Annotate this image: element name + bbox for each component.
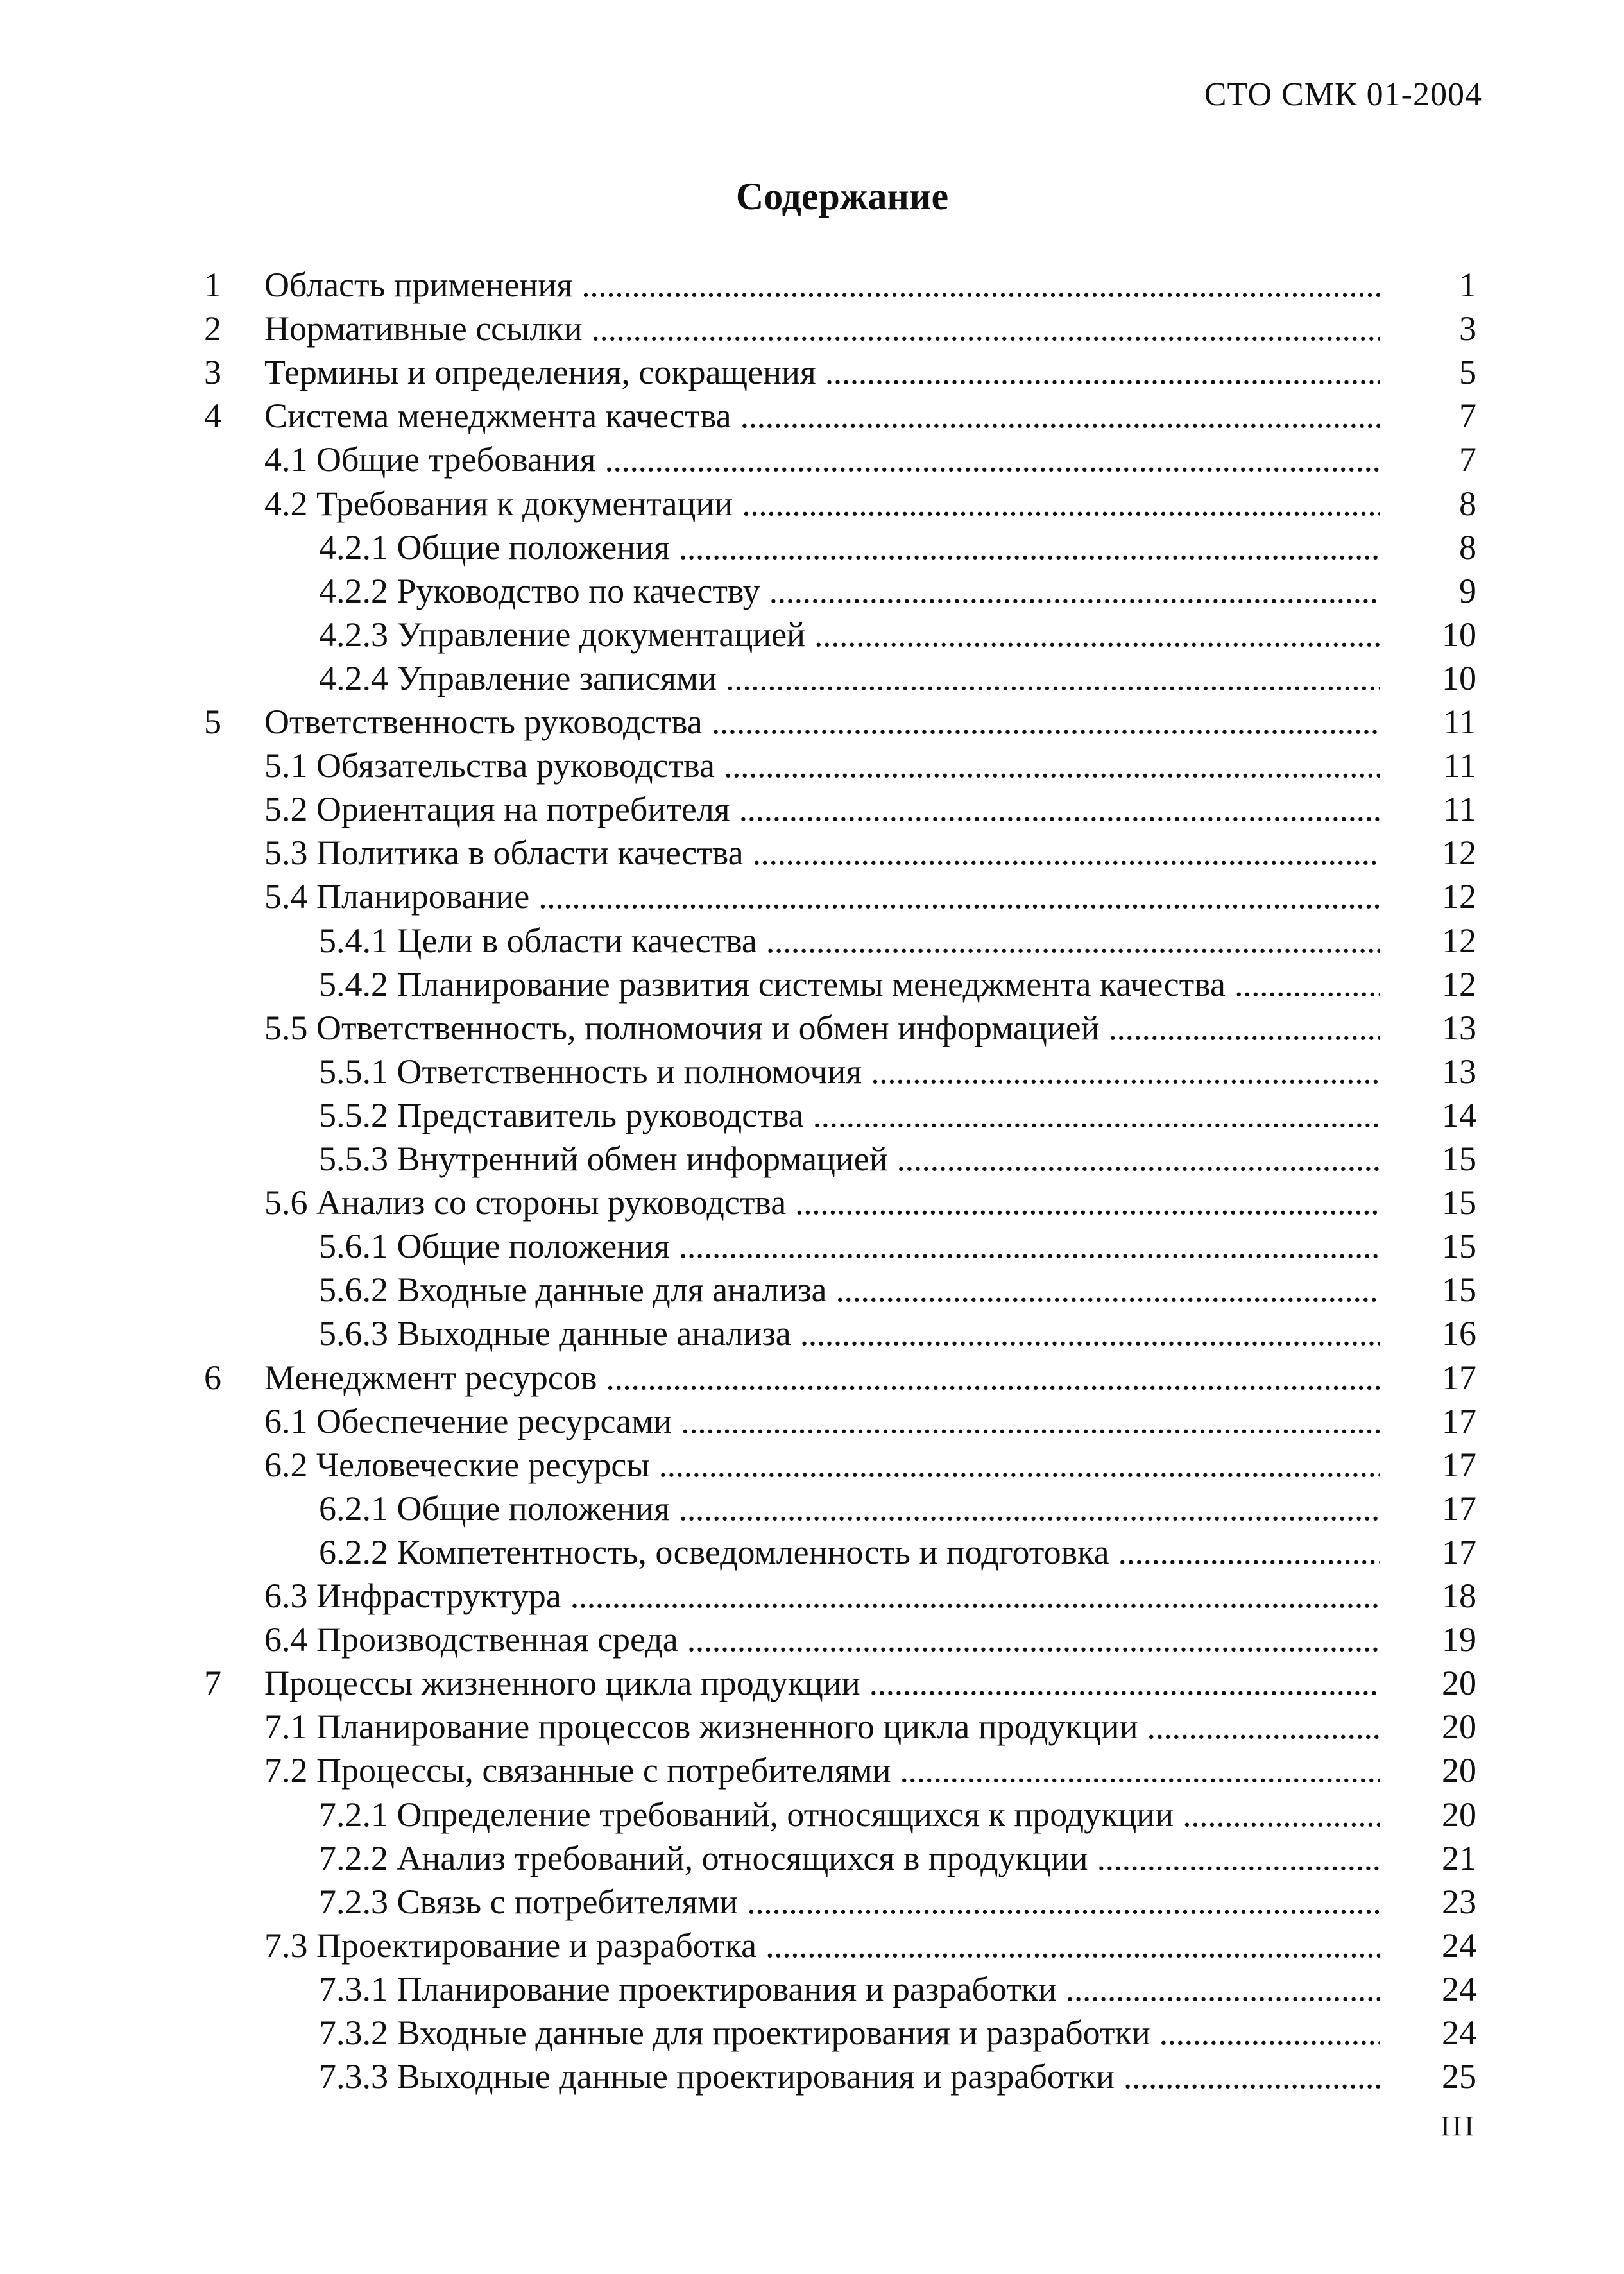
toc-row	[0, 1181, 1624, 1224]
toc-page-number: 20	[1442, 1707, 1476, 1747]
toc-page-number: 15	[1442, 1140, 1476, 1178]
toc-row	[0, 1880, 1624, 1924]
toc-leader-dots	[871, 1050, 1380, 1093]
toc-entry-title: Процессы жизненного цикла продукции	[264, 1664, 860, 1703]
toc-page-number: 13	[1442, 1052, 1476, 1091]
toc-entry	[264, 1443, 1380, 1487]
toc-entry-title: 5.4.2 Планирование развития системы менеджмента качества	[319, 964, 1226, 1004]
toc-entry	[319, 1224, 1380, 1268]
toc-entry-title: 5.6.2 Входные данные для анализа	[319, 1270, 827, 1310]
toc-leader-dots	[825, 350, 1380, 394]
toc-entry	[264, 307, 1380, 350]
toc-leader-dots	[1097, 1836, 1380, 1880]
toc-entry-title: 4.2.4 Управление записями	[319, 658, 717, 697]
toc-entry	[264, 1618, 1380, 1661]
toc-row	[0, 1967, 1624, 2011]
toc-title: Содержание	[735, 175, 949, 218]
toc-entry-title: 5.5.1 Ответственность и полномочия	[319, 1052, 862, 1091]
toc-entry-title: 5.5 Ответственность, полномочия и обмен информацией	[264, 1008, 1100, 1047]
toc-entry-title: 7.2.3 Связь с потребителями	[319, 1882, 739, 1921]
toc-entry-title: 7.3.3 Выходные данные проектирования и разработки	[319, 2057, 1115, 2096]
toc-row	[0, 919, 1624, 962]
toc-row	[0, 1399, 1624, 1443]
toc-entry	[264, 263, 1380, 307]
toc-page-number: 17	[1442, 1532, 1476, 1571]
toc-entry	[319, 919, 1380, 962]
toc-page-number: 15	[1442, 1183, 1476, 1222]
toc-entry-title: 5.4.1 Цели в области качества	[319, 921, 757, 960]
toc-leader-dots	[606, 1356, 1380, 1399]
toc-leader-dots	[538, 875, 1380, 918]
toc-page-number: 15	[1442, 1227, 1476, 1266]
toc-entry-title: 4.2.1 Общие положения	[319, 527, 670, 567]
toc-entry-title: 5.2 Ориентация на потребителя	[264, 790, 730, 829]
toc-entry	[264, 1705, 1380, 1748]
toc-entry-title: Менеджмент ресурсов	[264, 1358, 597, 1397]
toc-entry	[264, 831, 1380, 875]
toc-page-number: 15	[1442, 1270, 1476, 1310]
toc-leader-dots	[753, 831, 1380, 875]
toc-page-number: 20	[1442, 1795, 1476, 1834]
toc-leader-dots	[739, 787, 1380, 831]
toc-row	[0, 1530, 1624, 1574]
toc-leader-dots	[679, 526, 1380, 569]
toc-leader-dots	[1147, 1705, 1380, 1748]
toc-page-number: 17	[1442, 1358, 1476, 1397]
toc-leader-dots	[765, 1924, 1380, 1967]
toc-row	[0, 744, 1624, 787]
toc-entry	[319, 526, 1380, 569]
toc-leader-dots	[592, 307, 1380, 350]
toc-row	[0, 2055, 1624, 2098]
toc-entry-title: 7.2.1 Определение требований, относящихся к продукции	[319, 1795, 1174, 1834]
toc-entry	[264, 875, 1380, 918]
toc-entry-title: 5.3 Политика в области качества	[264, 834, 744, 873]
toc-row	[0, 569, 1624, 613]
toc-entry-title: Ответственность руководства	[264, 703, 703, 741]
toc-row	[0, 1006, 1624, 1050]
toc-entry	[319, 1312, 1380, 1355]
toc-page-number: 3	[1459, 309, 1476, 348]
toc-page-number: 19	[1442, 1620, 1476, 1659]
toc-leader-dots	[570, 1574, 1380, 1618]
toc-page-number: 9	[1459, 571, 1476, 610]
toc-section-number: 3	[204, 353, 221, 392]
toc-leader-dots	[814, 613, 1380, 656]
toc-leader-dots	[869, 1661, 1380, 1705]
toc-entry-title: 5.5.2 Представитель руководства	[319, 1095, 804, 1134]
toc-row	[0, 1748, 1624, 1792]
toc-entry-title: 7.3.2 Входные данные для проектирования и разработки	[319, 2013, 1150, 2052]
toc-row	[0, 1661, 1624, 1705]
toc-entry	[319, 569, 1380, 613]
toc-entry-title: 5.6.3 Выходные данные анализа	[319, 1314, 791, 1353]
toc-row	[0, 1224, 1624, 1268]
toc-entry	[319, 1050, 1380, 1093]
toc-row	[0, 1137, 1624, 1181]
toc-row	[0, 787, 1624, 831]
toc-entry	[264, 1661, 1380, 1705]
toc-page-number: 10	[1442, 658, 1476, 697]
toc-leader-dots	[766, 919, 1380, 962]
toc-row	[0, 1487, 1624, 1530]
toc-entry	[264, 482, 1380, 526]
toc-leader-dots	[1183, 1793, 1380, 1836]
toc-leader-dots	[1159, 2011, 1380, 2055]
toc-entry	[264, 1399, 1380, 1443]
toc-entry-title: 7.1 Планирование процессов жизненного цикла продукции	[264, 1707, 1138, 1747]
toc-page-number: 17	[1442, 1445, 1476, 1484]
toc-page-number: 11	[1443, 703, 1476, 741]
toc-page-number: 5	[1459, 353, 1476, 392]
toc-row	[0, 1050, 1624, 1093]
toc-entry-title: 7.2.2 Анализ требований, относящихся в продукции	[319, 1838, 1088, 1877]
toc-leader-dots	[659, 1443, 1380, 1487]
toc-page-number: 10	[1442, 615, 1476, 654]
toc-entry-title: 5.4 Планирование	[264, 877, 530, 916]
toc-entry-title: 6.1 Обеспечение ресурсами	[264, 1401, 672, 1440]
toc-page-number: 24	[1442, 2013, 1476, 2052]
toc-page-number: 7	[1459, 440, 1476, 479]
toc-entry	[264, 1748, 1380, 1792]
toc-leader-dots	[740, 394, 1380, 438]
toc-leader-dots	[724, 744, 1380, 787]
toc-entry	[319, 2011, 1380, 2055]
toc-row	[0, 263, 1624, 307]
toc-row	[0, 1574, 1624, 1618]
toc-entry-title: 5.5.3 Внутренний обмен информацией	[319, 1140, 888, 1178]
toc-row	[0, 1705, 1624, 1748]
toc-row	[0, 831, 1624, 875]
toc-row	[0, 1356, 1624, 1399]
document-code: СТО СМК 01-2004	[1204, 76, 1482, 113]
toc-leader-dots	[800, 1312, 1380, 1355]
toc-entry-title: 4.2 Требования к документации	[264, 484, 733, 523]
toc-entry	[319, 1268, 1380, 1312]
toc-row	[0, 875, 1624, 918]
toc-entry	[264, 1006, 1380, 1050]
toc-entry	[264, 1574, 1380, 1618]
toc-page-number: 17	[1442, 1489, 1476, 1528]
toc-entry	[319, 1093, 1380, 1137]
toc-row	[0, 350, 1624, 394]
toc-entry	[264, 394, 1380, 438]
toc-page-number: 11	[1443, 746, 1476, 785]
toc-row	[0, 1793, 1624, 1836]
toc-row	[0, 1312, 1624, 1355]
toc-leader-dots	[1109, 1006, 1380, 1050]
toc-entry	[264, 350, 1380, 394]
toc-page-number: 7	[1459, 397, 1476, 436]
toc-entry	[319, 613, 1380, 656]
toc-leader-dots	[679, 1224, 1380, 1268]
toc-entry	[264, 1924, 1380, 1967]
toc-section-number: 4	[204, 397, 221, 436]
toc-page-number: 14	[1442, 1095, 1476, 1134]
toc-leader-dots	[679, 1487, 1380, 1530]
toc-page-number: 12	[1442, 964, 1476, 1004]
toc-leader-dots	[897, 1137, 1380, 1181]
toc-entry	[319, 1487, 1380, 1530]
toc-row	[0, 1093, 1624, 1137]
toc-leader-dots	[687, 1618, 1380, 1661]
toc-leader-dots	[681, 1399, 1380, 1443]
toc-entry	[319, 2055, 1380, 2098]
toc-page-number: 24	[1442, 1969, 1476, 2008]
toc-entry-title: 4.1 Общие требования	[264, 440, 596, 479]
toc-entry	[319, 1836, 1380, 1880]
toc-entry	[264, 438, 1380, 481]
toc-leader-dots	[1235, 962, 1380, 1006]
toc-page-number: 8	[1459, 484, 1476, 523]
toc-row	[0, 2011, 1624, 2055]
toc-leader-dots	[747, 1880, 1380, 1924]
toc-page-number: 18	[1442, 1577, 1476, 1615]
toc-page-number: 11	[1443, 790, 1476, 829]
toc-leader-dots	[1066, 1967, 1380, 2011]
toc-section-number: 7	[204, 1664, 221, 1703]
toc-entry	[319, 1880, 1380, 1924]
toc-entry-title: 5.6 Анализ со стороны руководства	[264, 1183, 787, 1222]
toc-entry-title: 6.2.1 Общие положения	[319, 1489, 670, 1528]
toc-page-number: 16	[1442, 1314, 1476, 1353]
toc-entry-title: 6.2 Человеческие ресурсы	[264, 1445, 650, 1484]
toc-row	[0, 307, 1624, 350]
toc-row	[0, 1836, 1624, 1880]
toc-page-number: 24	[1442, 1926, 1476, 1965]
toc-entry	[264, 700, 1380, 744]
toc-leader-dots	[712, 700, 1380, 744]
toc-row	[0, 438, 1624, 481]
toc-section-number: 5	[204, 703, 221, 741]
toc-page-number: 13	[1442, 1008, 1476, 1047]
toc-leader-dots	[1124, 2055, 1380, 2098]
toc-leader-dots	[742, 482, 1380, 526]
toc-page-number: 21	[1442, 1838, 1476, 1877]
toc-leader-dots	[581, 263, 1380, 307]
toc-leader-dots	[1118, 1530, 1380, 1574]
toc-entry-title: 7.3 Проектирование и разработка	[264, 1926, 757, 1965]
toc-entry-title: Нормативные ссылки	[264, 309, 583, 348]
toc-leader-dots	[795, 1181, 1380, 1224]
toc-entry-title: Область применения	[264, 266, 573, 304]
toc-section-number: 1	[204, 266, 221, 304]
toc-entry-title: Термины и определения, сокращения	[264, 353, 816, 392]
toc-page-number: 23	[1442, 1882, 1476, 1921]
toc-entry-title: 4.2.2 Руководство по качеству	[319, 571, 760, 610]
toc-entry-title: 6.2.2 Компетентность, осведомленность и подготовка	[319, 1532, 1109, 1571]
toc-entry	[264, 787, 1380, 831]
toc-entry	[319, 1793, 1380, 1836]
toc-leader-dots	[813, 1093, 1380, 1137]
toc-section-number: 6	[204, 1358, 221, 1397]
toc-row	[0, 613, 1624, 656]
toc-leader-dots	[769, 569, 1380, 613]
toc-row	[0, 962, 1624, 1006]
toc-entry	[319, 656, 1380, 700]
toc-entry	[319, 1967, 1380, 2011]
toc-entry	[319, 962, 1380, 1006]
toc-leader-dots	[726, 656, 1380, 700]
toc-row	[0, 1618, 1624, 1661]
toc-row	[0, 656, 1624, 700]
toc-entry-title: 6.4 Производственная среда	[264, 1620, 678, 1659]
toc-page-number: 20	[1442, 1664, 1476, 1703]
toc-entry-title: 5.1 Обязательства руководства	[264, 746, 715, 785]
toc-page-number: 8	[1459, 527, 1476, 567]
toc-page-number: 17	[1442, 1401, 1476, 1440]
toc-entry	[264, 1356, 1380, 1399]
toc-leader-dots	[900, 1748, 1380, 1792]
toc-page-number: 12	[1442, 921, 1476, 960]
toc-page-number: 12	[1442, 834, 1476, 873]
toc-row	[0, 482, 1624, 526]
toc-entry-title: 4.2.3 Управление документацией	[319, 615, 805, 654]
toc-row	[0, 1924, 1624, 1967]
toc-page-number: 12	[1442, 877, 1476, 916]
toc-entry-title: 5.6.1 Общие положения	[319, 1227, 670, 1266]
toc-leader-dots	[836, 1268, 1380, 1312]
toc-entry	[319, 1137, 1380, 1181]
toc-page-number: 20	[1442, 1751, 1476, 1790]
toc-leader-dots	[605, 438, 1380, 481]
toc-entry-title: Система менеджмента качества	[264, 397, 731, 436]
toc-section-number: 2	[204, 309, 221, 348]
toc-entry	[264, 744, 1380, 787]
toc-entry-title: 7.2 Процессы, связанные с потребителями	[264, 1751, 891, 1790]
toc-entry	[319, 1530, 1380, 1574]
toc-page-number: 1	[1459, 266, 1476, 304]
toc-entry-title: 7.3.1 Планирование проектирования и разработки	[319, 1969, 1057, 2008]
toc-row	[0, 526, 1624, 569]
toc-row	[0, 394, 1624, 438]
toc-page-number: 25	[1442, 2057, 1476, 2096]
page-number: III	[1440, 2110, 1476, 2142]
toc-row	[0, 700, 1624, 744]
toc-row	[0, 1268, 1624, 1312]
toc-row	[0, 1443, 1624, 1487]
toc-entry	[264, 1181, 1380, 1224]
toc-entry-title: 6.3 Инфраструктура	[264, 1577, 561, 1615]
